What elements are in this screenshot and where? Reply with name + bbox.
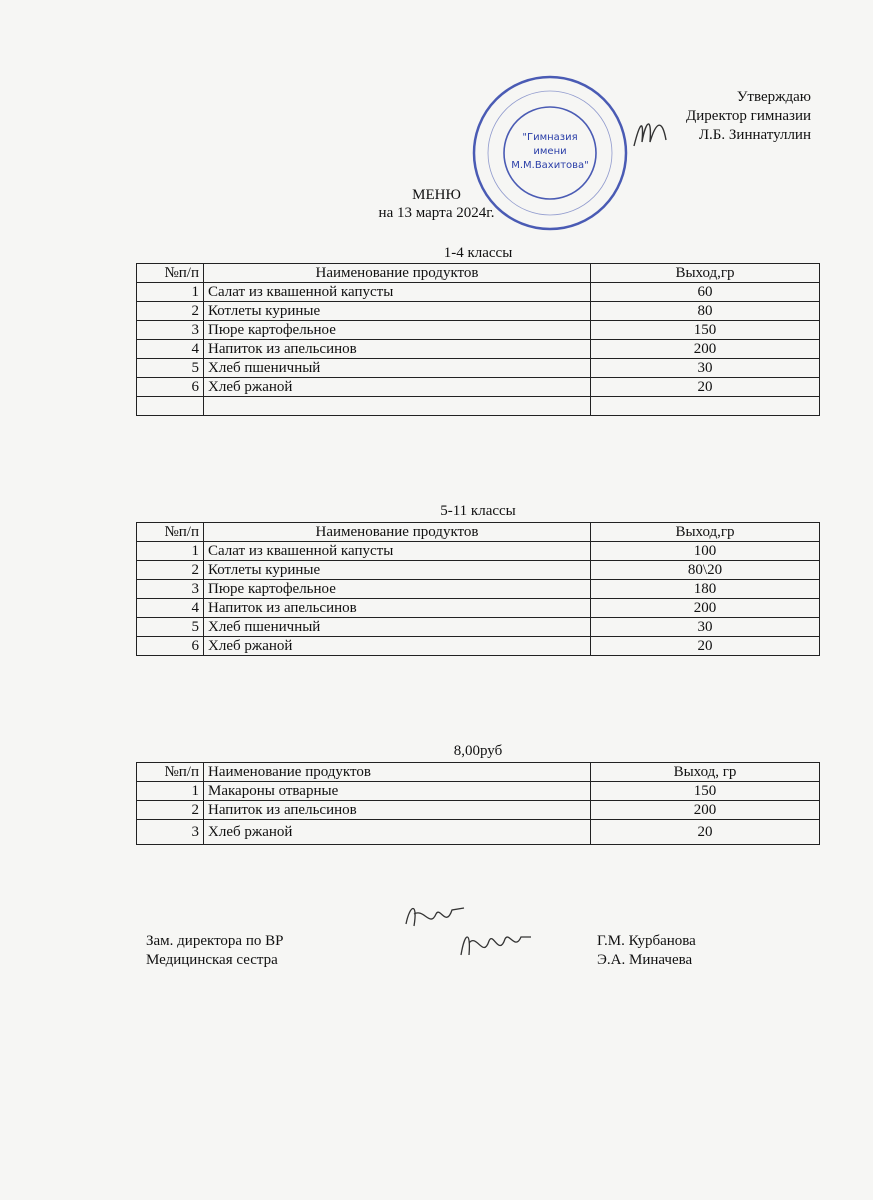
table-caption-3: 8,00руб (453, 743, 503, 759)
cell-name: Пюре картофельное (204, 321, 591, 340)
cell-name: Пюре картофельное (204, 580, 591, 599)
cell-name: Хлеб ржаной (204, 378, 591, 397)
cell-yield: 20 (591, 820, 820, 845)
table-row (137, 782, 820, 801)
table-header-row (137, 523, 820, 542)
cell-yield: 60 (591, 283, 820, 302)
menu-title: МЕНЮ (412, 187, 461, 203)
cell-yield: 20 (591, 637, 820, 656)
table-row (137, 378, 820, 397)
menu-table-2 (136, 522, 820, 656)
cell-name: Котлеты куриные (204, 302, 591, 321)
table-row-empty (137, 397, 820, 416)
cell-number: 5 (137, 618, 204, 637)
cell-number: 2 (137, 801, 204, 820)
col-yield-header: Выход,гр (591, 264, 820, 283)
role-nurse: Медицинская сестра (146, 952, 278, 968)
svg-text:"Гимназия: "Гимназия (522, 132, 578, 143)
svg-text:М.М.Вахитова": М.М.Вахитова" (511, 160, 589, 171)
signature-roles (146, 932, 283, 970)
cell-name: Напиток из апельсинов (204, 801, 591, 820)
cell-yield: 150 (591, 782, 820, 801)
cell-name: Напиток из апельсинов (204, 340, 591, 359)
col-number-header: №п/п (137, 264, 204, 283)
cell-name: Хлеб ржаной (204, 820, 591, 845)
col-name-header: Наименование продуктов (204, 523, 591, 542)
signature-names (597, 932, 696, 970)
col-yield-header: Выход, гр (591, 763, 820, 782)
cell-number: 1 (137, 542, 204, 561)
cell-name: Хлеб пшеничный (204, 618, 591, 637)
cell-yield: 80 (591, 302, 820, 321)
col-number-header: №п/п (137, 763, 204, 782)
col-name-header: Наименование продуктов (204, 763, 591, 782)
table-row (137, 542, 820, 561)
table-row (137, 321, 820, 340)
table-row (137, 561, 820, 580)
role-deputy: Зам. директора по ВР (146, 933, 284, 949)
approval-line-1: Утверждаю (736, 89, 811, 105)
cell-number: 4 (137, 340, 204, 359)
table-header-row (137, 763, 820, 782)
menu-table-1 (136, 263, 820, 416)
nurse-signature (455, 925, 535, 965)
cell-yield: 200 (591, 340, 820, 359)
table-row (137, 618, 820, 637)
cell-yield: 200 (591, 801, 820, 820)
table-row (137, 599, 820, 618)
table-row (137, 302, 820, 321)
cell-name: Салат из квашенной капусты (204, 283, 591, 302)
table-row (137, 340, 820, 359)
cell-yield: 30 (591, 618, 820, 637)
table-row (137, 283, 820, 302)
cell-name: Салат из квашенной капусты (204, 542, 591, 561)
director-signature (630, 112, 670, 152)
table-caption-1: 1-4 классы (443, 245, 513, 261)
cell-name: Хлеб пшеничный (204, 359, 591, 378)
cell-name: Котлеты куриные (204, 561, 591, 580)
cell-name: Напиток из апельсинов (204, 599, 591, 618)
cell-number: 6 (137, 378, 204, 397)
cell-number: 1 (137, 782, 204, 801)
table-row (137, 359, 820, 378)
cell-number: 2 (137, 302, 204, 321)
cell-yield: 100 (591, 542, 820, 561)
cell-number: 6 (137, 637, 204, 656)
cell-yield: 20 (591, 378, 820, 397)
table-row (137, 580, 820, 599)
cell-number: 3 (137, 580, 204, 599)
cell-name: Макароны отварные (204, 782, 591, 801)
table-caption-2: 5-11 классы (440, 503, 516, 519)
cell-number: 1 (137, 283, 204, 302)
svg-text:имени: имени (533, 146, 567, 157)
name-nurse: Э.А. Миначева (597, 952, 693, 968)
menu-date: на 13 марта 2024г. (378, 205, 495, 221)
cell-number: 5 (137, 359, 204, 378)
cell-yield: 80\20 (591, 561, 820, 580)
cell-yield: 200 (591, 599, 820, 618)
col-number-header: №п/п (137, 523, 204, 542)
table-row (137, 637, 820, 656)
approval-line-3: Л.Б. Зиннатуллин (698, 127, 811, 143)
approval-block (686, 88, 811, 145)
col-name-header: Наименование продуктов (204, 264, 591, 283)
cell-number: 3 (137, 820, 204, 845)
col-yield-header: Выход,гр (591, 523, 820, 542)
cell-number: 2 (137, 561, 204, 580)
menu-heading (0, 186, 873, 222)
cell-yield: 30 (591, 359, 820, 378)
table-header-row (137, 264, 820, 283)
table-row (137, 820, 820, 845)
menu-table-3 (136, 762, 820, 845)
cell-name: Хлеб ржаной (204, 637, 591, 656)
approval-line-2: Директор гимназии (686, 108, 811, 124)
cell-number: 3 (137, 321, 204, 340)
name-deputy: Г.М. Курбанова (597, 933, 696, 949)
table-row (137, 801, 820, 820)
cell-yield: 180 (591, 580, 820, 599)
cell-yield: 150 (591, 321, 820, 340)
cell-number: 4 (137, 599, 204, 618)
